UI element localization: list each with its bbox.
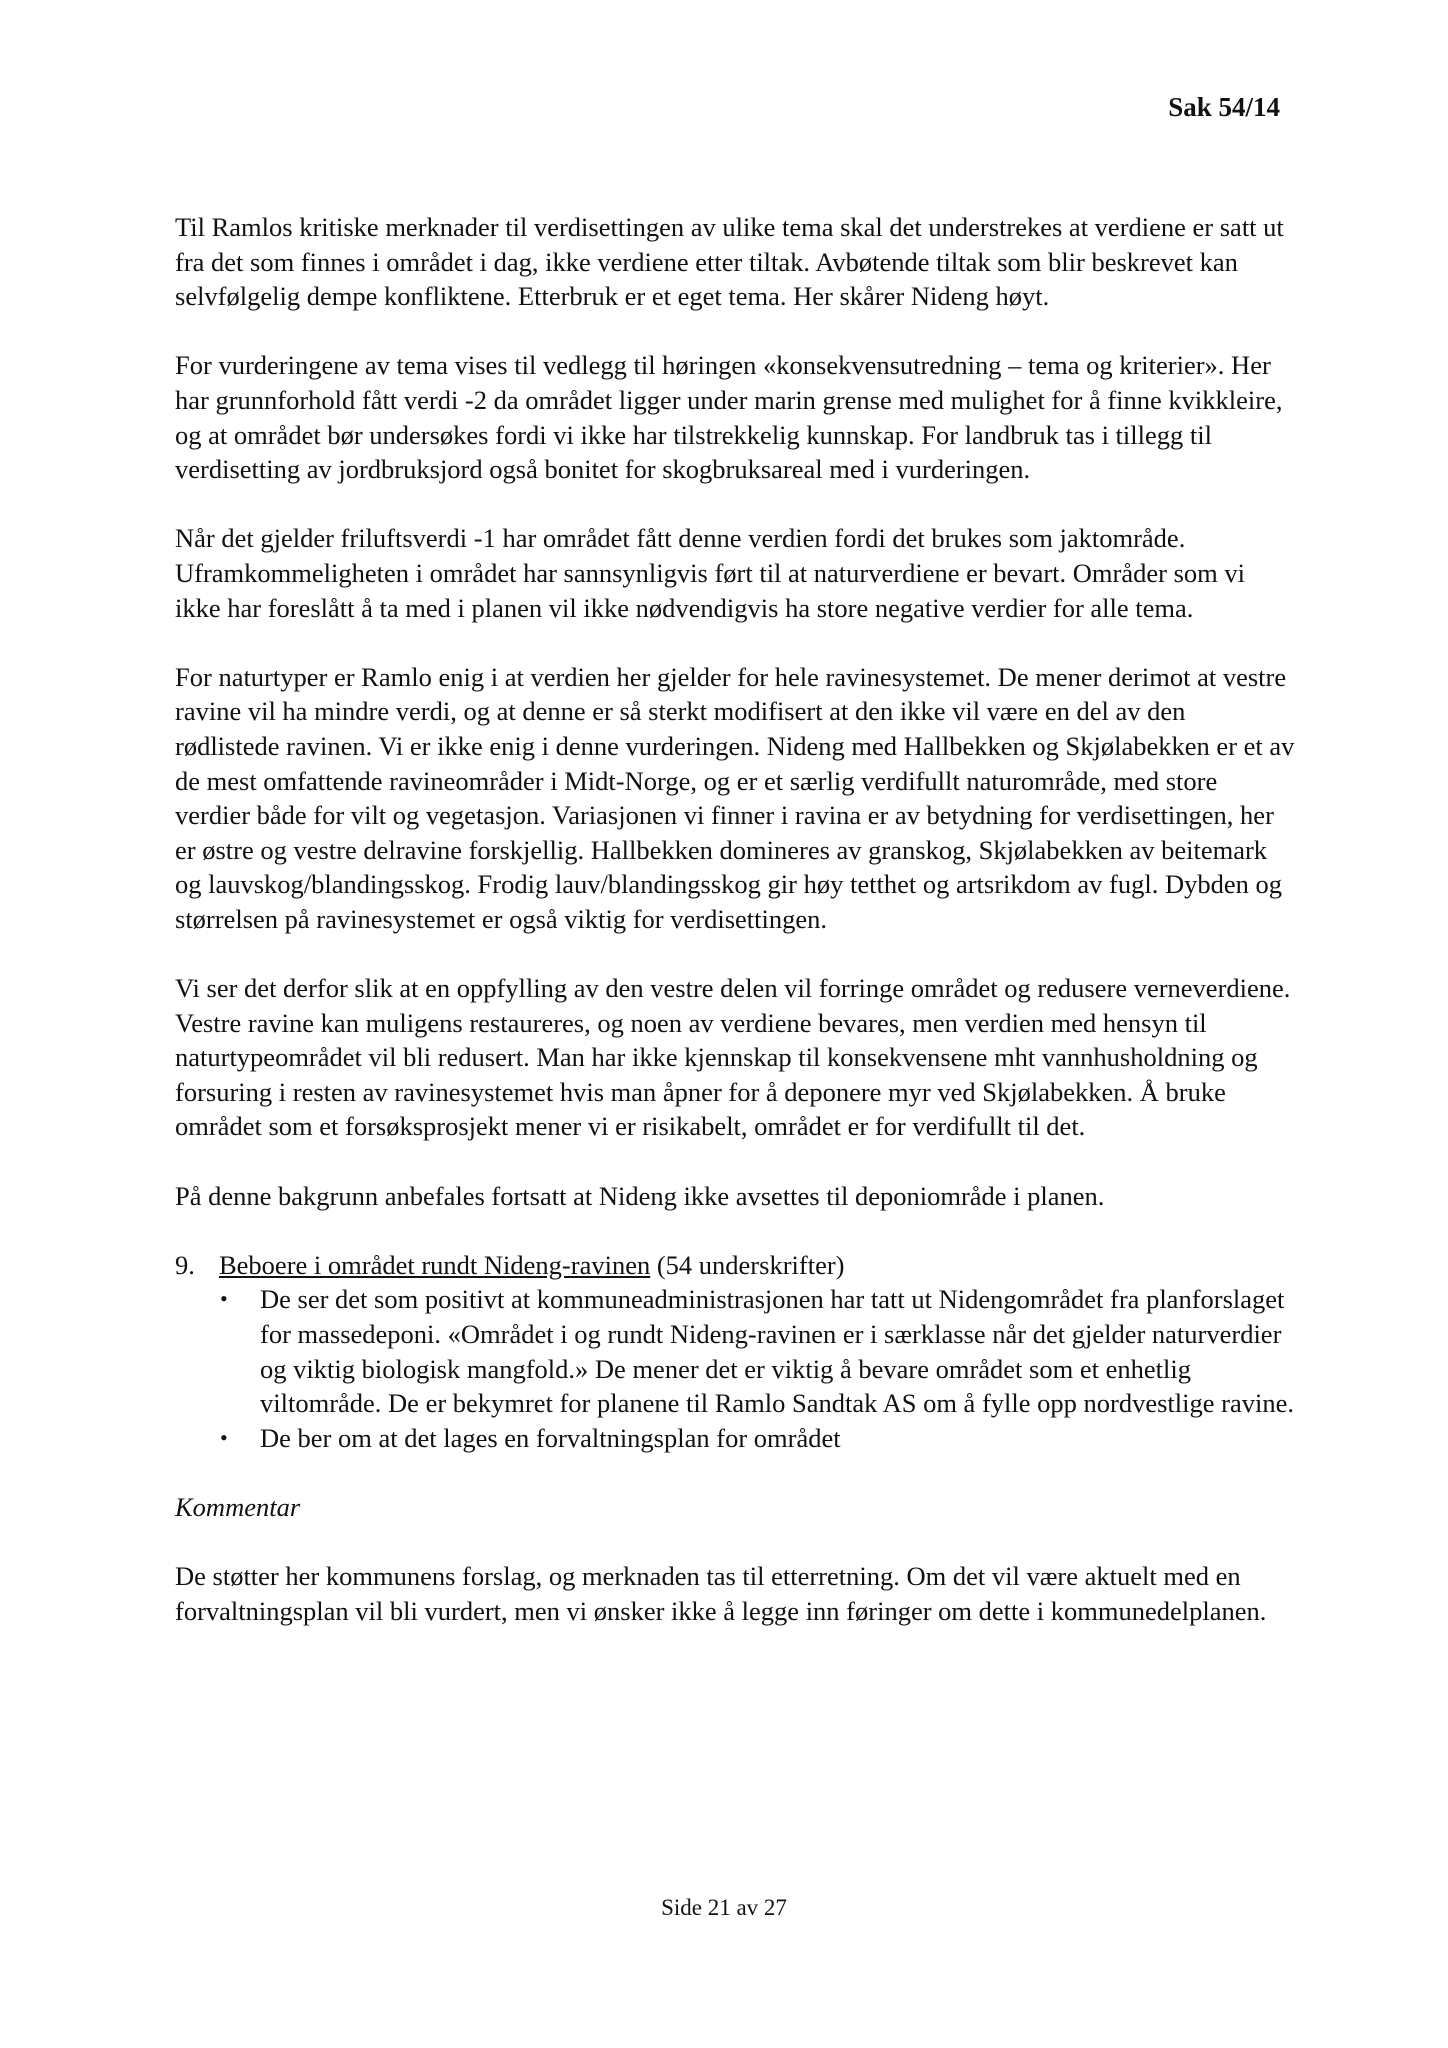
list-item-text: De ber om at det lages en forvaltningsplan for området — [260, 1422, 841, 1453]
list-item — [220, 1421, 1295, 1456]
paragraph: Til Ramlos kritiske merknader til verdisettingen av ulike tema skal det understrekes at verdiene er satt ut fra det som finnes i området i dag, ikke verdiene etter tiltak. Avbøtende tiltak som blir beskrevet kan selvfølgelig dempe konfliktene. Etterbruk er et eget tema. Her skårer Nideng høyt. — [175, 212, 1284, 312]
comment-heading: Kommentar — [175, 1491, 301, 1522]
case-reference: Sak 54/14 — [1168, 92, 1280, 122]
paragraph: På denne bakgrunn anbefales fortsatt at Nideng ikke avsettes til deponiområde i planen. — [175, 1180, 1105, 1211]
paragraph: Vi ser det derfor slik at en oppfylling av den vestre delen vil forringe området og redusere verneverdiene. Vestre ravine kan muligens restaureres, og noen av verdiene bevares, men verdien med hensyn til naturtypeområdet vil bli redusert. Man har ikke kjennskap til konsekvensene mht vannhusholdning og forsuring i resten av ravinesystemet hvis man åpner for å deponere myr ved Skjølabekken. Å bruke området som et forsøksprosjekt mener vi er risikabelt, området er for verdifullt til det. — [175, 973, 1291, 1142]
paragraph: For vurderingene av tema vises til vedlegg til høringen «konsekvensutredning – tema og kriterier». Her har grunnforhold fått verdi -2 da området ligger under marin grense med mulighet for å finne kvikkleire, og at området bør undersøkes fordi vi ikke har tilstrekkelig kunnskap. For landbruk tas i tillegg til verdisetting av jordbruksjord også bonitet for skogbruksareal med i vurderingen. — [175, 350, 1283, 485]
numbered-item-9 — [175, 1248, 1295, 1283]
bullet-icon: • — [220, 1424, 228, 1450]
list-item-text: De ser det som positivt at kommuneadministrasjonen har tatt ut Nidengområdet fra planforslaget for massedeponi. «Området i og rundt Nideng-ravinen er i særklasse når det gjelder naturverdier og viktig biologisk mangfold.» De mener det er viktig å bevare området som et enhetlig viltområde. De er bekymret for planene til Ramlo Sandtak AS om å fylle opp nordvestlige ravine. — [260, 1284, 1294, 1419]
paragraph: For naturtyper er Ramlo enig i at verdien her gjelder for hele ravinesystemet. De mener derimot at vestre ravine vil ha mindre verdi, og at denne er så sterkt modifisert at den ikke vil være en del av den rødlistede ravinen. Vi er ikke enig i denne vurderingen. Nideng med Hallbekken og Skjølabekken er et av de mest omfattende ravineområder i Midt-Norge, og er et særlig verdifullt naturområde, med store verdier både for vilt og vegetasjon. Variasjonen vi finner i ravina er av betydning for verdisettingen, her er østre og vestre delravine forskjellig. Hallbekken domineres av granskog, Skjølabekken av beitemark og lauvskog/blandingsskog. Frodig lauv/blandingsskog gir høy tetthet og artsrikdom av fugl. Dybden og størrelsen på ravinesystemet er også viktig for verdisettingen. — [175, 661, 1295, 934]
paragraph: Når det gjelder friluftsverdi -1 har området fått denne verdien fordi det brukes som jaktområde. Uframkommeligheten i området har sannsynligvis ført til at naturverdiene er bevart. Områder som vi ikke har foreslått å ta med i planen vil ikke nødvendigvis ha store negative verdier for alle tema. — [175, 523, 1245, 623]
comment-body: De støtter her kommunens forslag, og merknaden tas til etterretning. Om det vil være aktuelt med en forvaltningsplan vil bli vurdert, men vi ønsker ikke å legge inn føringer om dette i kommunedelplanen. — [175, 1561, 1267, 1626]
item-number: 9. — [175, 1249, 195, 1280]
item-title-suffix: (54 underskrifter) — [650, 1249, 845, 1280]
item-title: Beboere i området rundt Nideng-ravinen — [219, 1249, 651, 1280]
list-item — [220, 1282, 1295, 1420]
document-body — [175, 210, 1295, 1663]
page-number: Side 21 av 27 — [661, 1895, 787, 1920]
bullet-list — [175, 1282, 1295, 1455]
bullet-icon: • — [220, 1286, 228, 1312]
